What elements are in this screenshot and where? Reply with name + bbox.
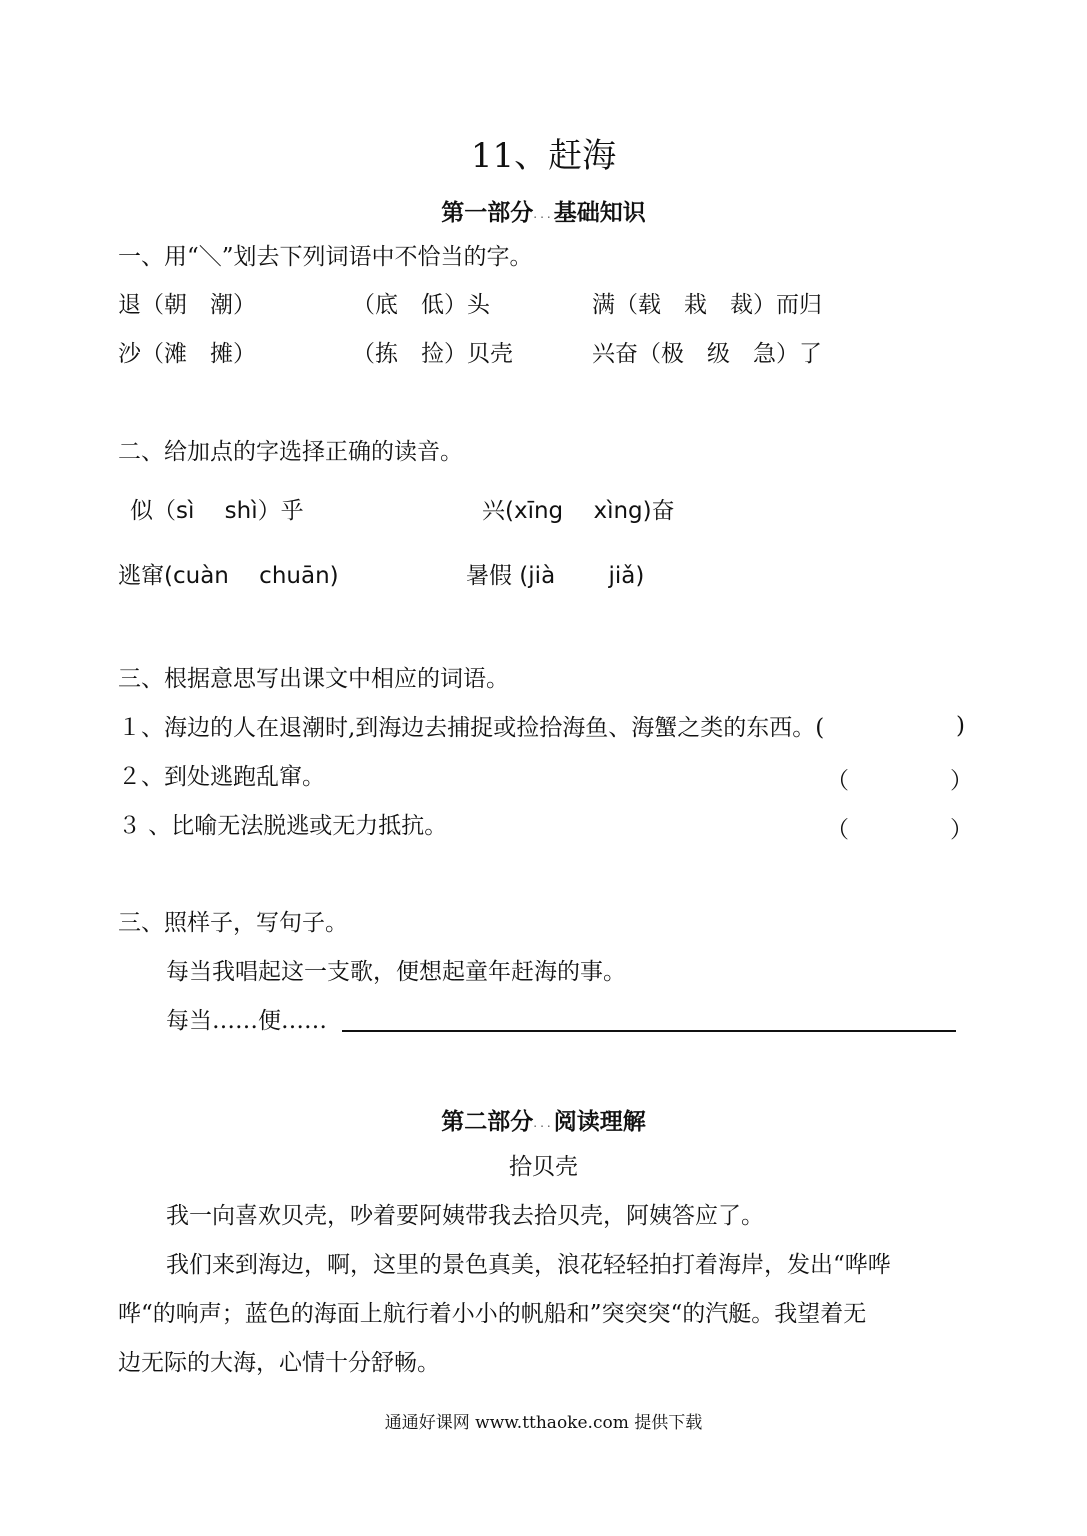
reading-paragraph-1: 我一向喜欢贝壳，吵着要阿姨带我去拾贝壳，阿姨答应了。 <box>166 1203 764 1229</box>
q1-row2-item3: 兴奋（极 级 急）了 <box>592 341 822 367</box>
q3-prompt: 三、根据意思写出课文中相应的词语。 <box>118 666 509 692</box>
page-title: 11、赶海 <box>470 136 617 176</box>
page-footer: 通通好课网 www.tthaoke.com 提供下载 <box>384 1413 703 1433</box>
q3-item1-close: ) <box>956 713 965 739</box>
part2-heading-label: 第二部分 <box>441 1108 534 1135</box>
q3-item1-text: １、海边的人在退潮时,到海边去捕捉或捡拾海鱼、海蟹之类的东西。( <box>118 715 825 741</box>
q4-pattern: 每当……便…… <box>166 1008 327 1034</box>
q1-row1-item2: （底 低）头 <box>352 292 490 318</box>
part2-dots: ... <box>533 1116 554 1130</box>
q3-item2-close: ） <box>950 768 973 794</box>
q2-row1-item1: 似（sì shì）乎 <box>130 498 304 524</box>
reading-paragraph-2-line2: 哗“的响声；蓝色的海面上航行着小小的帆船和”突突突“的汽艇。我望着无 <box>118 1301 867 1327</box>
q1-row1-item1: 退（朝 潮） <box>118 292 256 318</box>
q1-row2-item2: （拣 捡）贝壳 <box>352 341 513 367</box>
q2-row2-item2: 暑假 (jià jiǎ) <box>466 563 645 589</box>
reading-paragraph-2-line1: 我们来到海边，啊，这里的景色真美，浪花轻轻拍打着海岸，发出“哗哗 <box>166 1252 891 1278</box>
q3-item2-text: ２、到处逃跑乱窜。 <box>118 764 325 790</box>
q3-item3-close: ） <box>950 817 973 843</box>
q2-row1-item2: 兴(xīng xìng)奋 <box>482 498 675 524</box>
q2-row2-item1: 逃窜(cuàn chuān) <box>118 563 339 589</box>
reading-title: 拾贝壳 <box>509 1154 578 1180</box>
q3-item3-text: ３ 、比喻无法脱逃或无力抵抗。 <box>118 813 448 839</box>
part1-heading-label: 第一部分 <box>441 199 534 226</box>
q3-item2-open: （ <box>826 768 849 794</box>
part2-sub: 阅读理解 <box>553 1108 646 1135</box>
q1-row2-item1: 沙（滩 摊） <box>118 341 256 367</box>
part2-heading <box>0 1103 1087 1136</box>
q1-row1-item3: 满（载 栽 裁）而归 <box>592 292 822 318</box>
part1-heading <box>0 194 1087 227</box>
reading-paragraph-2-line3: 边无际的大海，心情十分舒畅。 <box>118 1350 440 1376</box>
q4-example: 每当我唱起这一支歌，便想起童年赶海的事。 <box>166 959 626 985</box>
q2-prompt: 二、给加点的字选择正确的读音。 <box>118 439 463 465</box>
q3-item3-open: （ <box>826 817 849 843</box>
part1-dots: ... <box>533 207 554 221</box>
q4-answer-line[interactable] <box>342 1030 956 1032</box>
q1-prompt: 一、用“＼”划去下列词语中不恰当的字。 <box>118 244 533 270</box>
part1-sub: 基础知识 <box>553 199 646 226</box>
q4-prompt: 三、照样子，写句子。 <box>118 910 348 936</box>
